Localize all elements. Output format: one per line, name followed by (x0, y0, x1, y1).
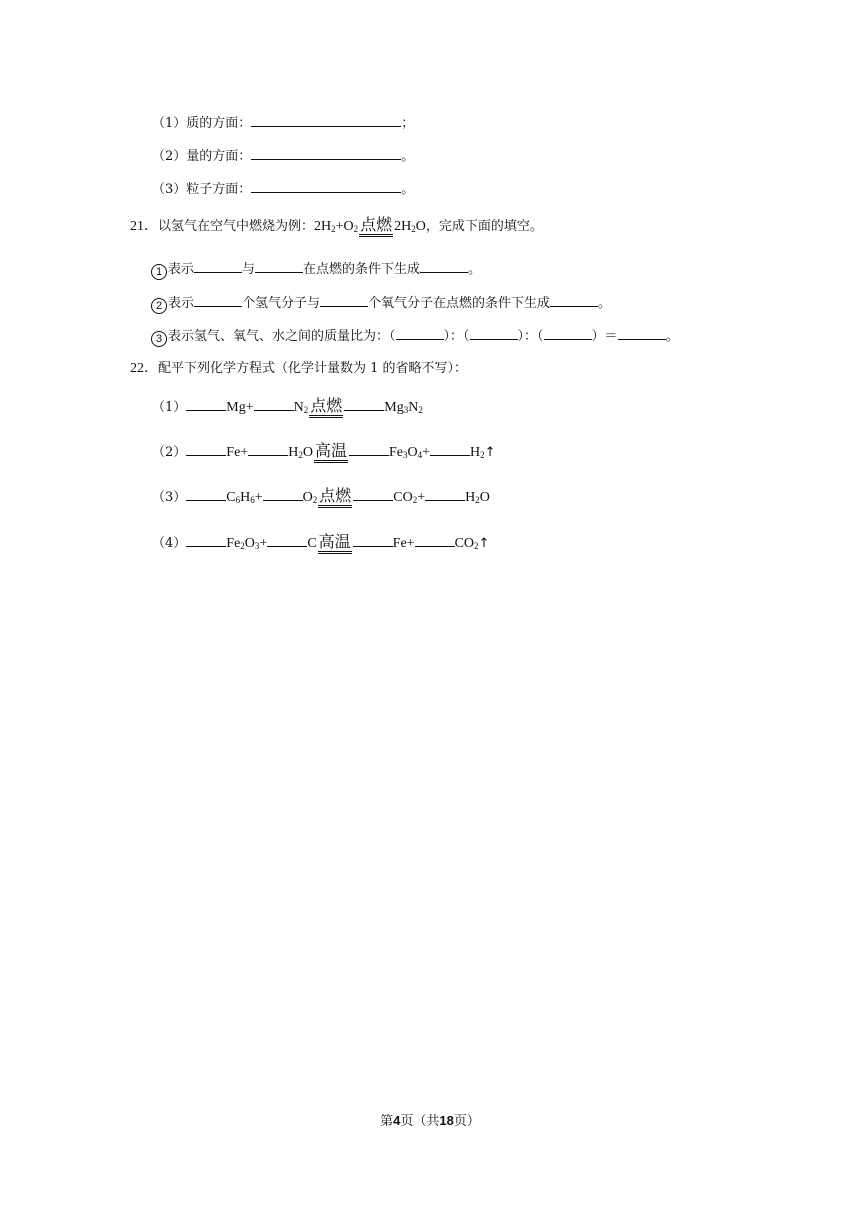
q20-item-1 (152, 112, 414, 134)
answer-blank[interactable] (618, 325, 666, 340)
circled-number: 2 (151, 298, 167, 314)
question-outro: ，完成下面的填空。 (425, 219, 543, 234)
coefficient-blank[interactable] (186, 396, 226, 411)
item-number: （3） (152, 182, 187, 197)
item-number: （1） (152, 116, 187, 131)
coefficient-blank[interactable] (430, 441, 470, 456)
text: ）：（ (443, 329, 470, 344)
text: 在点燃的条件下生成 (303, 262, 421, 277)
reaction-condition: 点燃 (359, 216, 393, 237)
answer-blank[interactable] (550, 292, 598, 307)
formula: $H_2O$ (465, 490, 490, 505)
coefficient-blank[interactable] (353, 486, 393, 501)
text: ）＝ (591, 329, 618, 344)
coefficient-blank[interactable] (263, 486, 303, 501)
formula: $CO_2+$ (393, 490, 426, 505)
formula-h2: 2H (314, 219, 332, 234)
q22-equation-4 (152, 532, 489, 554)
footer-text: 页） (453, 1114, 480, 1129)
answer-blank[interactable] (255, 258, 303, 273)
formula: Fe+ (392, 536, 415, 551)
text: ）：（ (517, 329, 544, 344)
q21-line-3 (151, 325, 679, 347)
equation (314, 215, 426, 234)
punctuation: 。 (401, 149, 415, 164)
coefficient-blank[interactable] (254, 396, 294, 411)
circled-number: 3 (151, 331, 167, 347)
coefficient-blank[interactable] (267, 532, 307, 547)
coefficient-blank[interactable] (186, 486, 226, 501)
answer-blank[interactable] (320, 292, 368, 307)
coefficient-blank[interactable] (186, 441, 226, 456)
question-number: 22． (130, 361, 158, 376)
item-number: （3） (152, 490, 187, 505)
gas-arrow-icon: ↑ (484, 445, 496, 460)
q21-line-2 (151, 292, 611, 314)
q21-stem (130, 216, 543, 237)
q22-equation-2 (152, 441, 496, 463)
answer-blank[interactable] (251, 112, 401, 127)
reaction-condition: 高温 (318, 533, 352, 554)
coefficient-blank[interactable] (248, 441, 288, 456)
question-intro: 配平下列化学方程式（化学计量数为 1 的省略不写）： (158, 361, 468, 376)
circled-number: 1 (151, 264, 167, 280)
formula: $H_2O$ (288, 445, 313, 460)
text: 个氧气分子在点燃的条件下生成 (368, 296, 551, 311)
formula-o2: +O (335, 219, 354, 234)
punctuation: 。 (598, 296, 612, 311)
formula-h2o: 2H (394, 219, 412, 234)
text: 与 (242, 262, 256, 277)
q22-stem (130, 359, 467, 379)
item-number: （1） (152, 400, 187, 415)
question-number: 21． (130, 219, 158, 234)
answer-blank[interactable] (470, 325, 518, 340)
answer-blank[interactable] (420, 258, 468, 273)
coefficient-blank[interactable] (349, 441, 389, 456)
q20-item-3 (152, 178, 414, 200)
punctuation: 。 (665, 329, 679, 344)
q20-item-2 (152, 145, 414, 167)
text: 表示氢气、氧气、水之间的质量比为：（ (168, 329, 396, 344)
text: 个氢气分子与 (242, 296, 321, 311)
answer-blank[interactable] (194, 292, 242, 307)
punctuation: ； (401, 116, 415, 131)
reaction-condition: 点燃 (309, 397, 343, 418)
formula: $CO_2$ (454, 536, 479, 551)
current-page-number: 4 (393, 1113, 401, 1128)
q22-equation-1 (152, 396, 423, 418)
text: 表示 (168, 262, 195, 277)
punctuation: 。 (401, 182, 415, 197)
answer-blank[interactable] (194, 258, 242, 273)
item-label: 量的方面： (186, 149, 252, 164)
coefficient-blank[interactable] (415, 532, 455, 547)
item-number: （2） (152, 149, 187, 164)
coefficient-blank[interactable] (353, 532, 393, 547)
item-number: （4） (152, 536, 187, 551)
text: 表示 (168, 296, 195, 311)
gas-arrow-icon: ↑ (478, 536, 490, 551)
formula: $O_2$ (302, 490, 318, 505)
subscript: 2 (353, 224, 359, 234)
formula: C (307, 536, 317, 551)
subscript: 2 (331, 224, 336, 234)
item-label: 质的方面： (186, 116, 252, 131)
formula: $H_2$ (469, 445, 485, 460)
q21-line-1 (151, 258, 481, 280)
answer-blank[interactable] (544, 325, 592, 340)
total-page-number: 18 (439, 1113, 454, 1128)
formula: $N_2$ (293, 400, 309, 415)
reaction-condition: 高温 (314, 442, 348, 463)
answer-blank[interactable] (396, 325, 444, 340)
formula: Fe+ (226, 445, 249, 460)
answer-blank[interactable] (251, 145, 401, 160)
page-footer (0, 1110, 860, 1129)
item-number: （2） (152, 445, 187, 460)
footer-text: 页（共 (400, 1114, 440, 1129)
q22-equation-3 (152, 486, 490, 508)
formula: $Fe_3O_4+$ (388, 445, 430, 460)
coefficient-blank[interactable] (344, 396, 384, 411)
subscript: 2 (411, 224, 416, 234)
reaction-condition: 点燃 (318, 487, 352, 508)
formula: Mg+ (226, 400, 254, 415)
answer-blank[interactable] (251, 178, 401, 193)
question-intro: 以氢气在空气中燃烧为例： (158, 219, 315, 234)
item-label: 粒子方面： (186, 182, 252, 197)
footer-text: 第 (380, 1114, 394, 1129)
formula-tail: O (415, 219, 426, 234)
formula: $Fe_2O_3+$ (226, 536, 268, 551)
formula: $Mg_3N_2$ (384, 400, 423, 415)
punctuation: 。 (468, 262, 482, 277)
coefficient-blank[interactable] (425, 486, 465, 501)
coefficient-blank[interactable] (186, 532, 226, 547)
formula: $C_6H_6+$ (226, 490, 263, 505)
